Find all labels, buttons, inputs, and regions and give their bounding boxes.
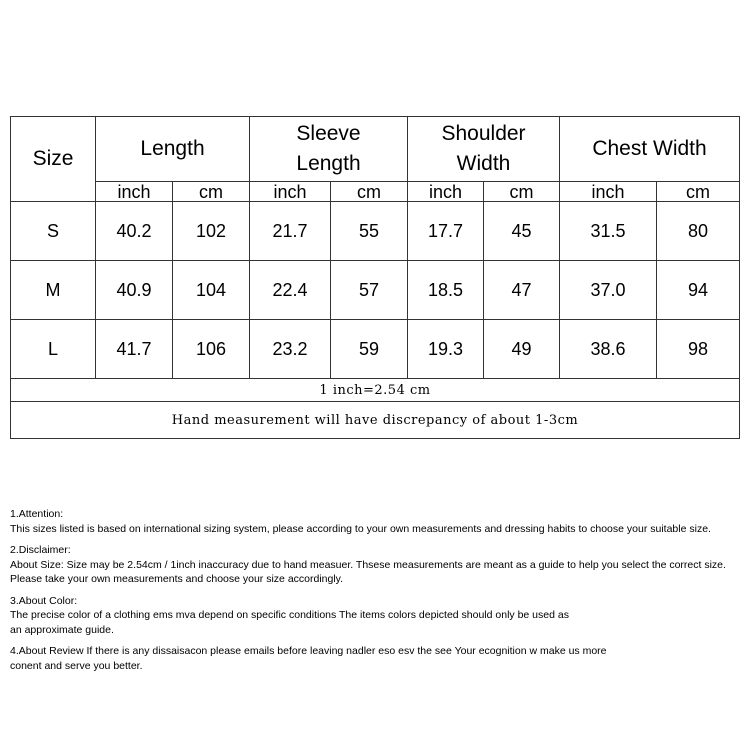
notes-section [10,507,745,680]
table-cell: 19.3 [408,320,484,379]
header-row [11,117,740,182]
chest-width-header: Chest Width [560,117,740,182]
table-cell: 94 [657,261,740,320]
sleeve-length-header: Sleeve Length [250,117,408,182]
size-cell: S [11,202,96,261]
table-cell: 47 [484,261,560,320]
table-cell: 45 [484,202,560,261]
table-cell: 18.5 [408,261,484,320]
review-note [10,644,745,673]
size-chart-table [10,116,740,439]
table-cell: 23.2 [250,320,331,379]
unit-label: cm [484,182,560,202]
size-cell: M [11,261,96,320]
table-cell: 106 [173,320,250,379]
shoulder-width-header: Shoulder Width [408,117,560,182]
note-text: This sizes listed is based on international sizing system, please according to your own measurements and dressing habits to choose your suitable size. [10,522,711,535]
table-row [11,320,740,379]
size-header: Size [11,117,96,202]
table-cell: 40.2 [96,202,173,261]
note-text: an approximate guide. [10,623,114,636]
table-cell: 57 [331,261,408,320]
measurement-note-row [11,402,740,439]
unit-row [11,182,740,202]
note-heading: 1.Attention: [10,508,64,520]
table-cell: 17.7 [408,202,484,261]
table-cell: 31.5 [560,202,657,261]
table-cell: 98 [657,320,740,379]
unit-label: cm [657,182,740,202]
table-cell: 104 [173,261,250,320]
conversion-note: 1 inch=2.54 cm [11,379,740,402]
note-text: The precise color of a clothing ems mva depend on specific conditions The items colors depicted should only be used as [10,609,569,621]
measurement-note: Hand measurement will have discrepancy of about 1-3cm [11,402,740,439]
attention-note [10,507,745,536]
note-text: 4.About Review If there is any dissaisacon please emails before leaving nadler eso esv the see Your ecognition w make us more [10,645,607,657]
unit-label: inch [560,182,657,202]
note-text: Please take your own measurements and choose your size accordingly. [10,573,344,585]
note-text: conent and serve you better. [10,659,143,672]
length-header: Length [96,117,250,182]
note-heading: 3.About Color: [10,594,78,607]
disclaimer-note [10,543,745,587]
table-cell: 102 [173,202,250,261]
table-cell: 40.9 [96,261,173,320]
table-cell: 55 [331,202,408,261]
conversion-note-row [11,379,740,402]
note-text: About Size: Size may be 2.54cm / 1inch inaccuracy due to hand measuer. Thsese measurements are meant as a guide to help you select the correct size. [10,558,726,571]
note-heading: 2.Disclaimer: [10,544,71,556]
size-cell: L [11,320,96,379]
color-note [10,594,745,638]
unit-label: cm [173,182,250,202]
table-cell: 37.0 [560,261,657,320]
table-cell: 21.7 [250,202,331,261]
table-row [11,261,740,320]
table-cell: 80 [657,202,740,261]
unit-label: cm [331,182,408,202]
table-cell: 59 [331,320,408,379]
unit-label: inch [96,182,173,202]
table-row [11,202,740,261]
table-cell: 38.6 [560,320,657,379]
table-cell: 41.7 [96,320,173,379]
table-cell: 22.4 [250,261,331,320]
unit-label: inch [408,182,484,202]
unit-label: inch [250,182,331,202]
table-cell: 49 [484,320,560,379]
